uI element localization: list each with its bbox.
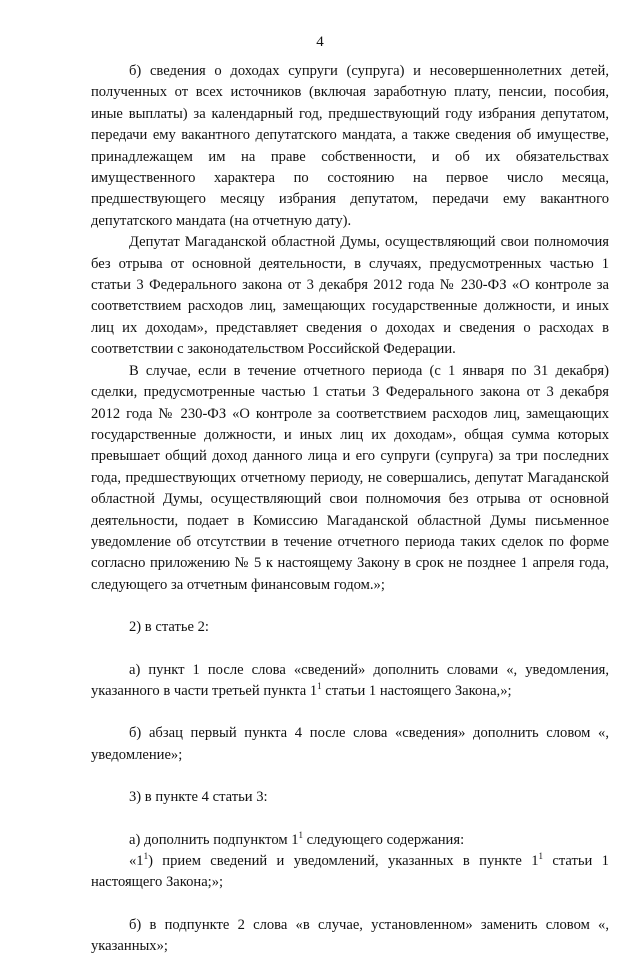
- paragraph-spouse-income: б) сведения о доходах супруги (супруга) и несовершеннолетних детей, полученных от всех источников (включая заработную плату, пенсии, пособия, иные выплаты) за календарный год, предшествующий году избрания депутатом, передачи ему вакантного депутатского мандата, а также сведения об имуществе, принадлежащем им на праве собственности, и об их обязательствах имущественного характера по состоянию на первое число месяца, предшествующего месяцу избрания депутатом, передачи ему вакантного депутатского мандата (на отчетную дату).: [91, 63, 609, 229]
- paragraph-article-2-point-b: б) абзац первый пункта 4 после слова «сведения» дополнить словом «, уведомление»;: [91, 725, 609, 763]
- paragraph-new-subpoint: [91, 851, 609, 894]
- paragraph-article-2-point-a: [91, 660, 609, 703]
- superscript: 1: [317, 680, 322, 691]
- text-fragment: статьи 1 настоящего Закона;»;: [91, 853, 609, 891]
- paragraph-article-2-heading: 2) в статье 2:: [129, 619, 209, 636]
- text-fragment: ) прием сведений и уведомлений, указанных в пункте 1: [148, 853, 539, 869]
- superscript: 1: [298, 829, 304, 840]
- paragraph-article-3-point-a: [91, 830, 609, 851]
- text-fragment: статьи 1 настоящего Закона,»;: [321, 682, 512, 699]
- paragraph-deputy-reporting: Депутат Магаданской областной Думы, осуществляющий свои полномочия без отрыва от основной деятельности, в случаях, предусмотренных частью 1 статьи 3 Федерального закона от 3 декабря 2012 года № 230-ФЗ «О контроле за соответствием расходов лиц, замещающих государственные должности, и иных лиц их доходам», представляет сведения о доходах и сведения о расходах в соответствии с законодательством Российской Федерации.: [91, 234, 609, 358]
- text-fragment: «1: [129, 853, 144, 869]
- paragraph-no-transactions: В случае, если в течение отчетного периода (с 1 января по 31 декабря) сделки, предусмотренные частью 1 статьи 3 Федерального закона от 3 декабря 2012 года № 230-ФЗ «О контроле за соответствием расходов лиц, замещающих государственные должности, и иных лиц их доходам», общая сумма которых превышает общий доход данного лица и его супруги (супруга) за три последних года, предшествующих отчетному периоду, не совершались, депутат Магаданской областной Думы, осуществляющий свои полномочия без отрыва от основной деятельности, подает в Комиссию Магаданской областной Думы письменное уведомление об отсутствии в течение отчетного периода таких сделок по форме согласно приложению № 5 к настоящему Закону в срок не позднее 1 апреля года, следующего за отчетным финансовым годом.»;: [91, 362, 609, 593]
- page-number: 4: [316, 34, 324, 50]
- paragraph-article-3-point-b: б) в подпункте 2 слова «в случае, установленном» заменить словом «, указанных»;: [91, 916, 609, 955]
- paragraph-article-3-heading: 3) в пункте 4 статьи 3:: [129, 789, 268, 806]
- superscript: 1: [143, 851, 149, 861]
- text-fragment: а) дополнить подпунктом 1: [129, 831, 299, 848]
- superscript: 1: [538, 851, 543, 861]
- text-fragment: а) пункт 1 после слова «сведений» дополнить словами «, уведомления, указанного в части третьей пункта 1: [91, 661, 609, 699]
- document-body: [91, 61, 609, 958]
- text-fragment: следующего содержания:: [303, 831, 465, 848]
